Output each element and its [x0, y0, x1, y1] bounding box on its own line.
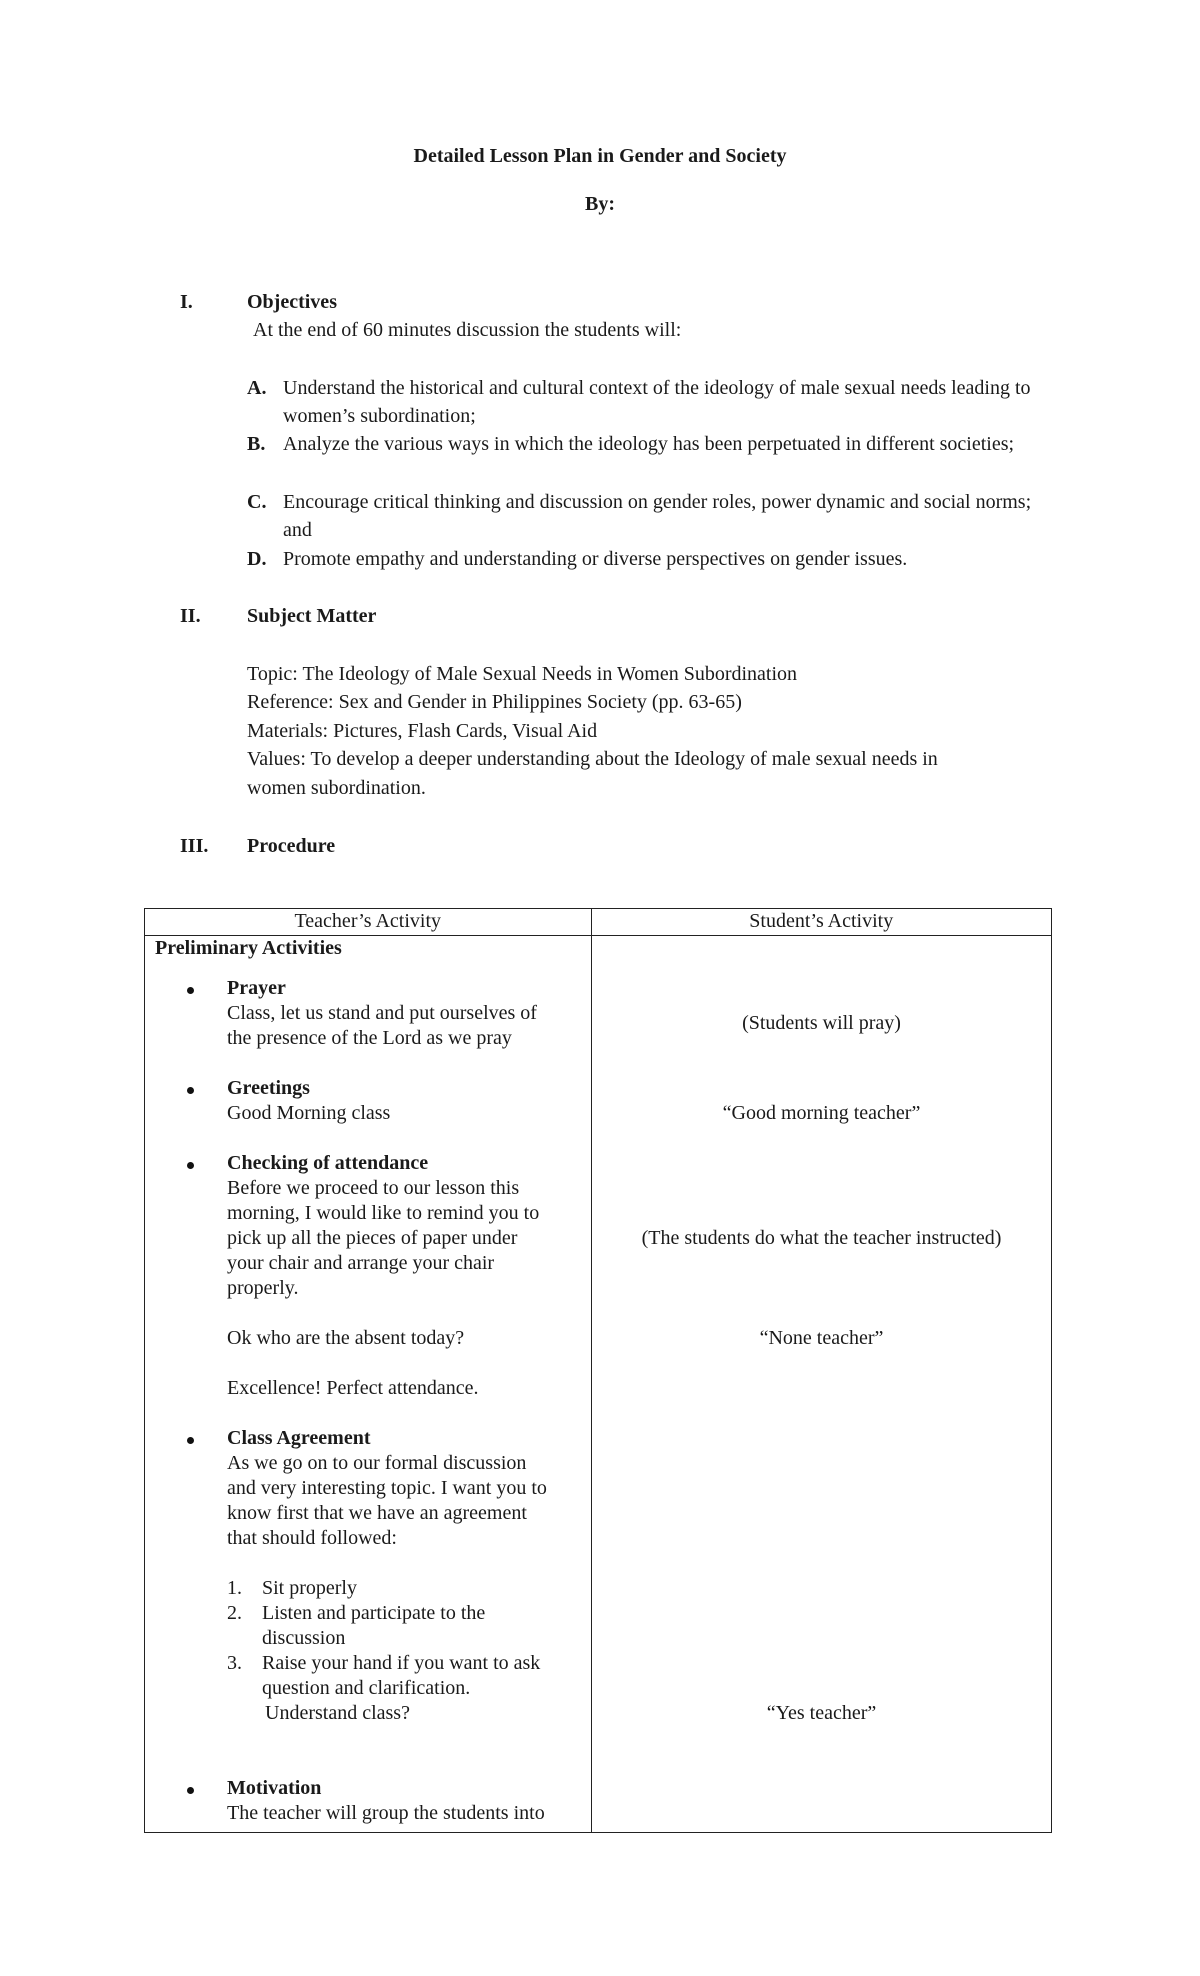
- rule-text: Sit properly: [262, 1577, 357, 1599]
- greetings-text: Good Morning class: [227, 1102, 391, 1124]
- rule-text: discussion: [262, 1627, 346, 1649]
- subject-values: Values: To develop a deeper understanding about the Ideology of male sexual needs in: [247, 748, 938, 770]
- table-header-row: [145, 909, 1052, 936]
- class-agreement-text: As we go on to our formal discussion: [227, 1452, 527, 1474]
- greetings-heading: Greetings: [227, 1077, 310, 1099]
- motivation-text: The teacher will group the students into: [227, 1802, 545, 1824]
- table-row: [145, 936, 1052, 1833]
- objective-letter: C.: [247, 491, 267, 513]
- bullet-icon: [187, 987, 194, 994]
- attendance-text: Before we proceed to our lesson this: [227, 1177, 520, 1199]
- student-response: (The students do what the teacher instructed): [641, 1227, 1002, 1249]
- student-activity-cell: [591, 936, 1052, 1833]
- section-heading-procedure: Procedure: [247, 835, 336, 857]
- objective-text: Encourage critical thinking and discussion on gender roles, power dynamic and social norms; and: [283, 491, 1032, 541]
- rule-text: Raise your hand if you want to ask: [262, 1652, 541, 1674]
- objective-item: [247, 488, 1047, 544]
- understand-question: Understand class?: [265, 1702, 410, 1724]
- attendance-question: Ok who are the absent today?: [227, 1327, 465, 1349]
- section-heading-objectives: Objectives: [247, 291, 337, 313]
- class-agreement-text: know first that we have an agreement: [227, 1502, 527, 1524]
- prayer-heading: Prayer: [227, 977, 286, 999]
- bullet-icon: [187, 1162, 194, 1169]
- class-agreement-text: that should followed:: [227, 1527, 397, 1549]
- attendance-heading: Checking of attendance: [227, 1152, 429, 1174]
- objective-letter: D.: [247, 548, 267, 570]
- motivation-heading: Motivation: [227, 1777, 322, 1799]
- student-response: (Students will pray): [742, 1012, 901, 1034]
- objective-text: Understand the historical and cultural context of the ideology of male sexual needs leading to women’s subordination;: [283, 377, 1031, 427]
- author-line: By:: [585, 193, 615, 215]
- section-number-subject-matter: II.: [180, 605, 201, 627]
- section-number-procedure: III.: [180, 835, 209, 857]
- procedure-table: [144, 908, 1052, 1833]
- prayer-text: the presence of the Lord as we pray: [227, 1027, 512, 1049]
- objective-text: Promote empathy and understanding or diverse perspectives on gender issues.: [283, 548, 908, 570]
- student-response: “Good morning teacher”: [722, 1102, 921, 1124]
- student-response: “Yes teacher”: [766, 1702, 877, 1724]
- objective-item: [247, 545, 1047, 573]
- bullet-icon: [187, 1787, 194, 1794]
- student-activity-header: Student’s Activity: [591, 909, 1052, 936]
- prayer-text: Class, let us stand and put ourselves of: [227, 1002, 537, 1024]
- subject-values-cont: women subordination.: [247, 777, 426, 799]
- bullet-icon: [187, 1087, 194, 1094]
- objective-text: Analyze the various ways in which the ideology has been perpetuated in different societies;: [283, 433, 1015, 455]
- rule-number: 2.: [227, 1602, 242, 1624]
- attendance-praise: Excellence! Perfect attendance.: [227, 1377, 479, 1399]
- attendance-text: morning, I would like to remind you to: [227, 1202, 540, 1224]
- objectives-intro: At the end of 60 minutes discussion the students will:: [253, 319, 682, 341]
- objective-letter: B.: [247, 433, 266, 455]
- subject-topic: Topic: The Ideology of Male Sexual Needs in Women Subordination: [247, 663, 798, 685]
- rule-number: 3.: [227, 1652, 242, 1674]
- rule-number: 1.: [227, 1577, 242, 1599]
- student-response: “None teacher”: [759, 1327, 884, 1349]
- subject-reference: Reference: Sex and Gender in Philippines Society (pp. 63-65): [247, 691, 742, 713]
- class-agreement-heading: Class Agreement: [227, 1427, 371, 1449]
- section-heading-subject-matter: Subject Matter: [247, 605, 377, 627]
- rule-text: question and clarification.: [262, 1677, 471, 1699]
- teacher-activity-cell: [145, 936, 592, 1833]
- objective-item: [247, 430, 1047, 458]
- section-number-objectives: I.: [180, 291, 193, 313]
- attendance-text: properly.: [227, 1277, 299, 1299]
- bullet-icon: [187, 1437, 194, 1444]
- document-title: Detailed Lesson Plan in Gender and Society: [413, 145, 787, 167]
- preliminary-activities-heading: Preliminary Activities: [155, 937, 342, 959]
- subject-materials: Materials: Pictures, Flash Cards, Visual Aid: [247, 720, 598, 742]
- attendance-text: your chair and arrange your chair: [227, 1252, 495, 1274]
- class-agreement-text: and very interesting topic. I want you to: [227, 1477, 547, 1499]
- objective-letter: A.: [247, 377, 267, 399]
- objective-item: [247, 374, 1047, 430]
- rule-text: Listen and participate to the: [262, 1602, 486, 1624]
- teacher-activity-header: Teacher’s Activity: [145, 909, 592, 936]
- attendance-text: pick up all the pieces of paper under: [227, 1227, 518, 1249]
